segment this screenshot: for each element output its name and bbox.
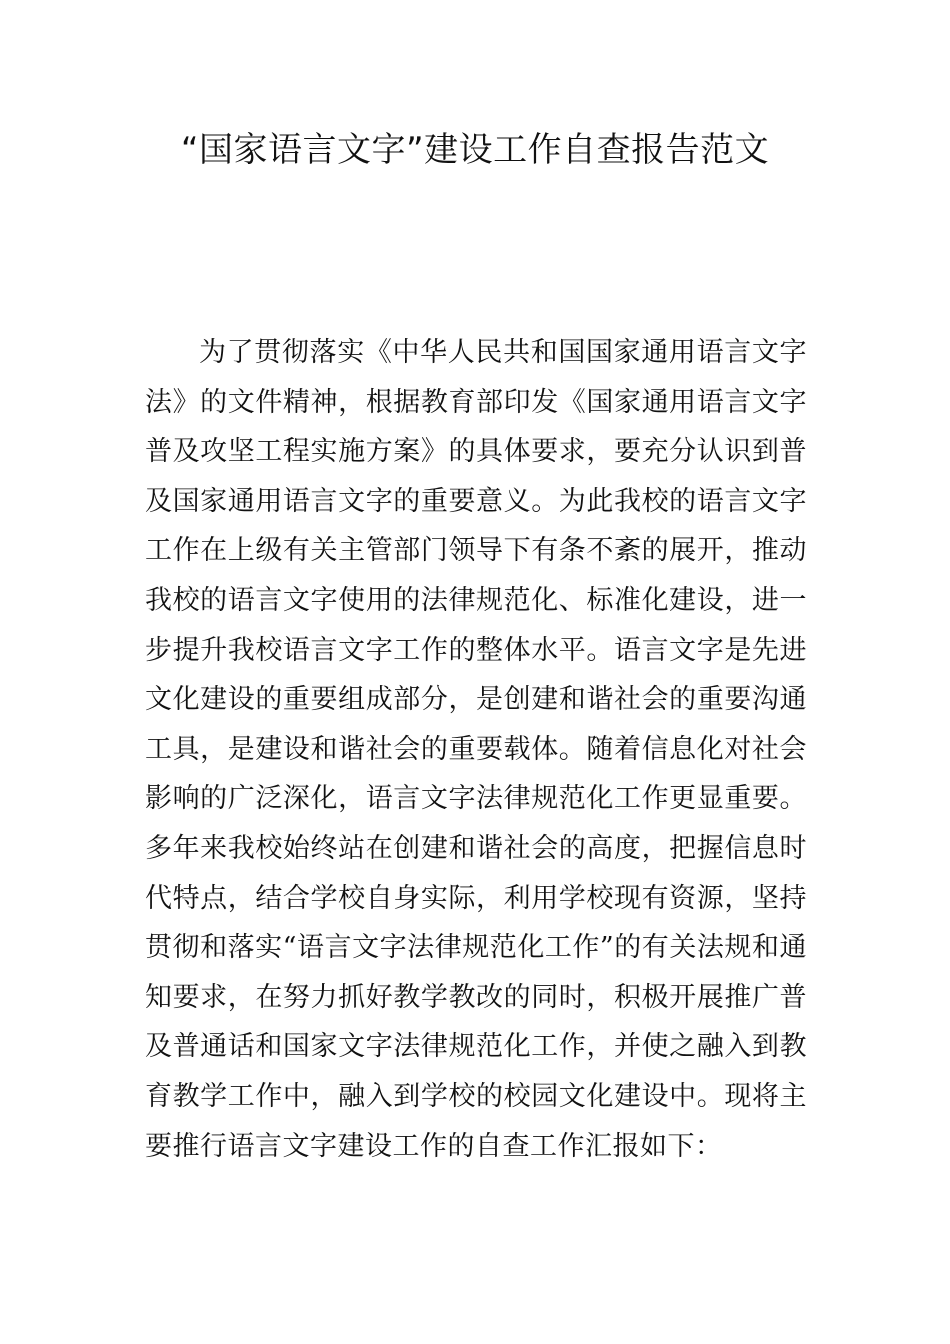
body-paragraph: 为了贯彻落实《中华人民共和国国家通用语言文字法》的文件精神，根据教育部印发《国家通用语言文字普及攻坚工程实施方案》的具体要求，要充分认识到普及国家通用语言文字的重要意义。为此我校的语言文字工作在上级有关主管部门领导下有条不紊的展开，推动我校的语言文字使用的法律规范化、标准化建设，进一步提升我校语言文字工作的整体水平。语言文字是先进文化建设的重要组成部分，是创建和谐社会的重要沟通工具，是建设和谐社会的重要载体。随着信息化对社会影响的广泛深化，语言文字法律规范化工作更显重要。多年来我校始终站在创建和谐社会的高度，把握信息时代特点，结合学校自身实际，利用学校现有资源，坚持贯彻和落实“语言文字法律规范化工作”的有关法规和通知要求，在努力抓好教学教改的同时，积极开展推广普及普通话和国家文字法律规范化工作，并使之融入到教育教学工作中，融入到学校的校园文化建设中。现将主要推行语言文字建设工作的自查工作汇报如下： — [145, 337, 807, 1162]
document-title: “国家语言文字”建设工作自查报告范文 — [180, 130, 770, 170]
